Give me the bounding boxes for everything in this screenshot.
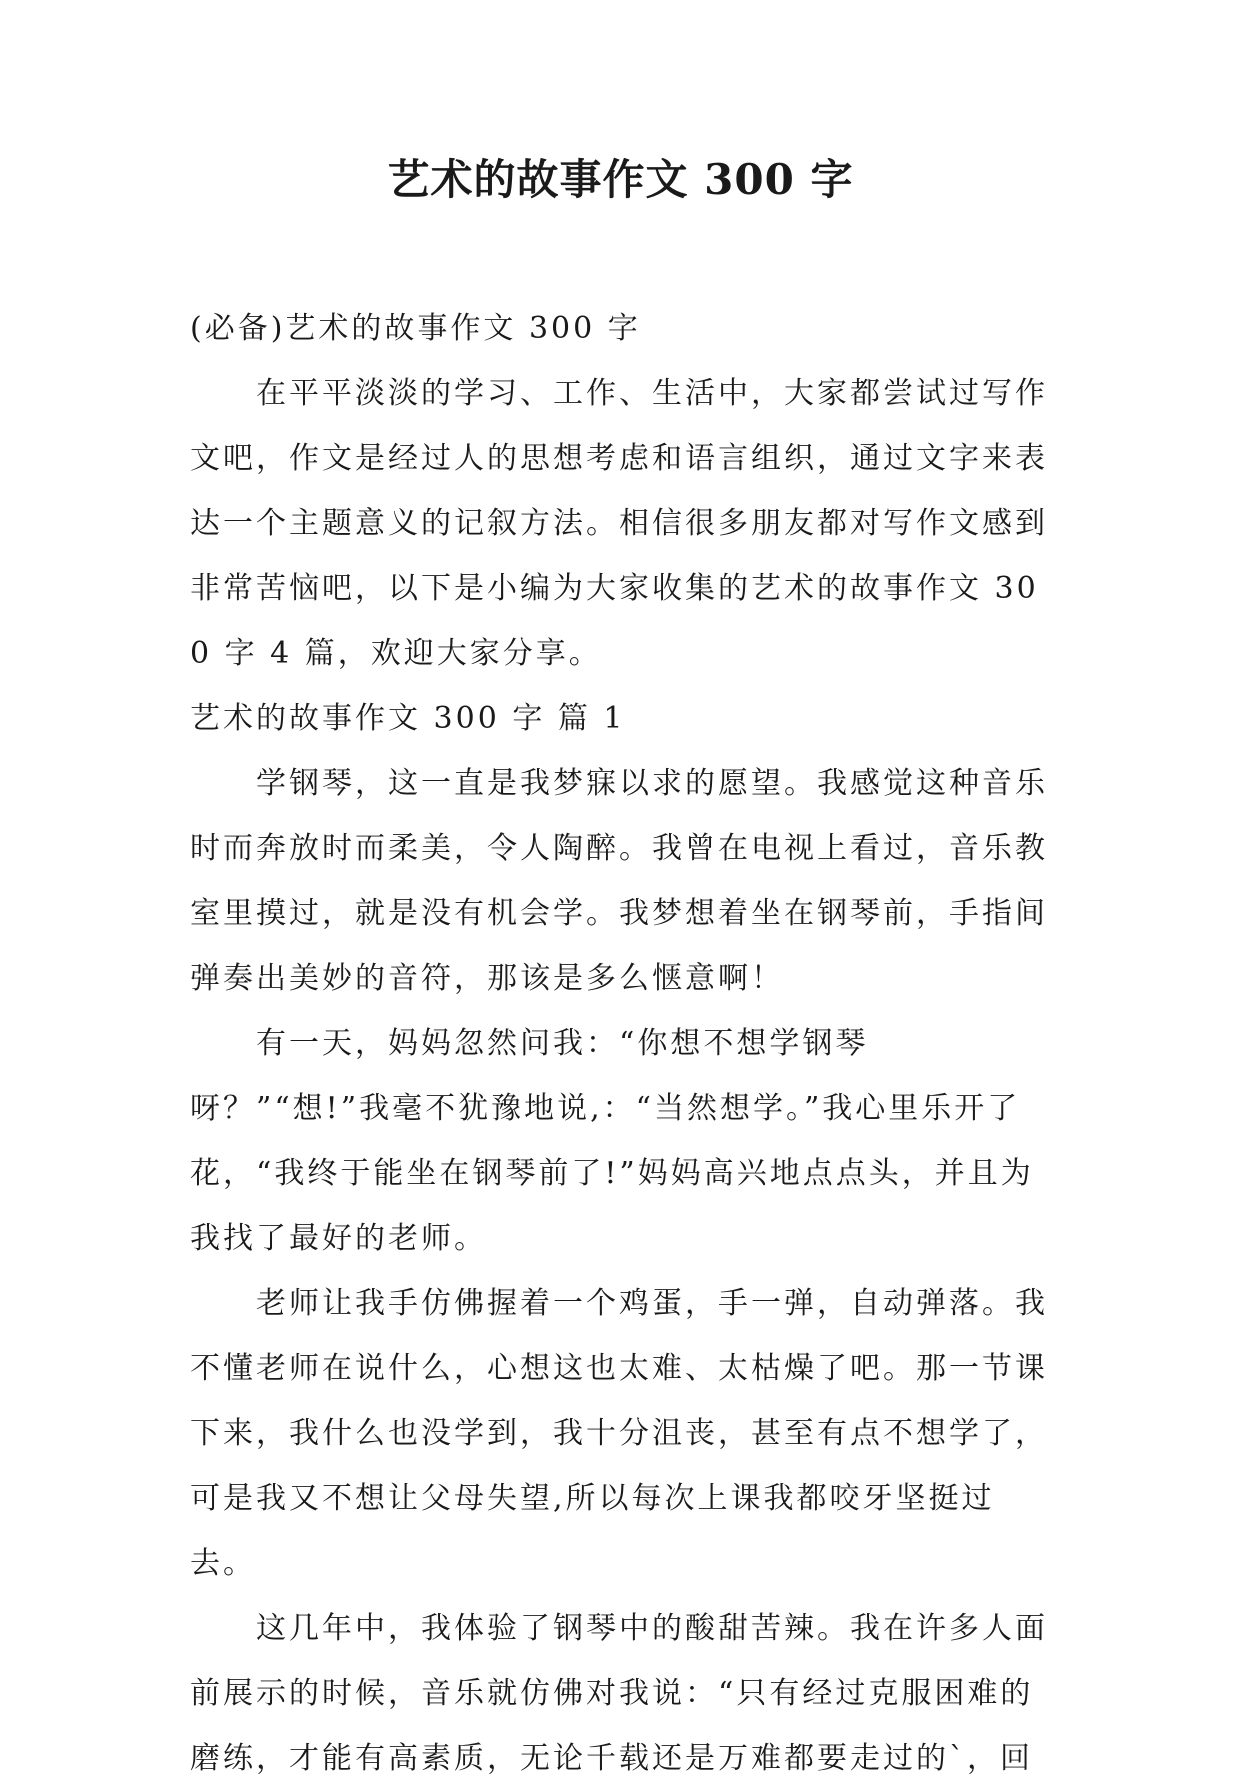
intro-paragraph: 在平平淡淡的学习、工作、生活中，大家都尝试过写作文吧，作文是经过人的思想考虑和语言组织，通过文字来表达一个主题意义的记叙方法。相信很多朋友都对写作文感到非常苦恼吧，以下是小编为大家收集的艺术的故事作文 300 字 4 篇，欢迎大家分享。: [190, 376, 1048, 671]
section-heading: 艺术的故事作文 300 字 篇 1: [190, 701, 626, 736]
body-paragraph: 这几年中，我体验了钢琴中的酸甜苦辣。我在许多人面前展示的时候，音乐就仿佛对我说：“只有经过克服困难的磨练，才能有高素质，无论千载还是万难都要走过的`，回: [190, 1611, 1048, 1776]
body-paragraph: 有一天，妈妈忽然问我：“你想不想学钢琴呀？”“想!”我毫不犹豫地说,：“当然想学。”我心里乐开了花，“我终于能坐在钢琴前了!”妈妈高兴地点点头，并且为我找了最好的老师。: [190, 1026, 1034, 1256]
document-subtitle: (必备)艺术的故事作文 300 字: [190, 311, 641, 346]
body-paragraph: 老师让我手仿佛握着一个鸡蛋，手一弹，自动弹落。我不懂老师在说什么，心想这也太难、太枯燥了吧。那一节课下来，我什么也没学到，我十分沮丧，甚至有点不想学了，可是我又不想让父母失望,所以每次上课我都咬牙坚挺过去。: [190, 1286, 1048, 1581]
document-body: [190, 296, 1050, 1791]
document-title: 艺术的故事作文 300 字: [387, 155, 854, 204]
body-paragraph: 学钢琴，这一直是我梦寐以求的愿望。我感觉这种音乐时而奔放时而柔美，令人陶醉。我曾在电视上看过，音乐教室里摸过，就是没有机会学。我梦想着坐在钢琴前，手指间弹奏出美妙的音符，那该是多么惬意啊！: [190, 766, 1048, 996]
